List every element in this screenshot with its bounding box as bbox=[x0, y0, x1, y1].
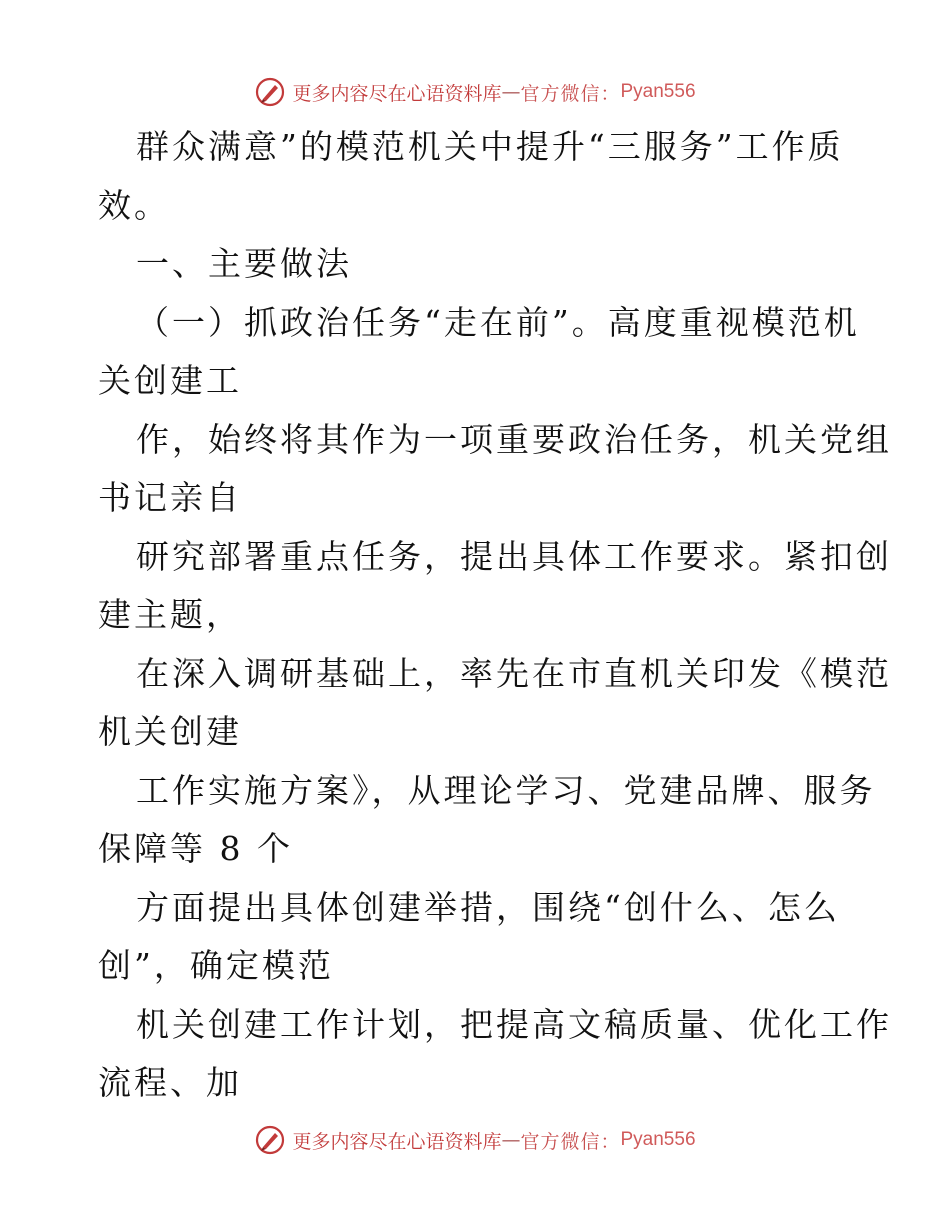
body-line: 方面提出具体创建举措，围绕“创什么、怎么 bbox=[136, 887, 840, 927]
footer-watermark bbox=[0, 1120, 950, 1160]
watermark-wechat-id: Pyan556 bbox=[620, 1129, 696, 1150]
body-line: 研究部署重点任务，提出具体工作要求。紧扣创 bbox=[136, 536, 892, 576]
body-line: 建主题， bbox=[98, 595, 242, 634]
watermark-main-text: 更多内容尽在心语资料库 bbox=[292, 82, 502, 105]
body-line: 群众满意”的模范机关中提升“三服务”工作质 bbox=[136, 127, 844, 166]
body-line: 保障等 8 个 bbox=[98, 829, 293, 868]
section-heading: 一、主要做法 bbox=[136, 244, 352, 283]
watermark-sub-text: 官方微信： bbox=[520, 82, 621, 105]
watermark-wechat-id: Pyan556 bbox=[620, 81, 696, 102]
body-line: 效。 bbox=[98, 185, 170, 225]
watermark-sub-text: 官方微信： bbox=[520, 1130, 621, 1153]
body-line: 关创建工 bbox=[98, 361, 242, 400]
quill-pen-seal-icon bbox=[254, 1124, 286, 1156]
body-line: 书记亲自 bbox=[98, 478, 242, 517]
watermark-separator: — bbox=[501, 81, 521, 103]
body-line: 创”，确定模范 bbox=[98, 946, 334, 985]
document-body bbox=[98, 118, 892, 1113]
watermark-main-text: 更多内容尽在心语资料库 bbox=[292, 1130, 502, 1153]
quill-pen-seal-icon bbox=[254, 76, 286, 108]
subsection-heading: （一）抓政治任务“走在前”。高度重视模范机 bbox=[136, 302, 860, 342]
body-line: 机关创建工作计划，把提高文稿质量、优化工作 bbox=[136, 1004, 892, 1044]
body-line: 工作实施方案》，从理论学习、党建品牌、服务 bbox=[136, 770, 876, 810]
body-line: 作，始终将其作为一项重要政治任务，机关党组 bbox=[136, 419, 892, 459]
body-line: 在深入调研基础上，率先在市直机关印发《模范 bbox=[136, 653, 892, 693]
body-line: 机关创建 bbox=[98, 712, 242, 751]
watermark-separator: — bbox=[501, 1129, 521, 1151]
header-watermark bbox=[0, 72, 950, 112]
body-line: 流程、加 bbox=[98, 1063, 242, 1102]
